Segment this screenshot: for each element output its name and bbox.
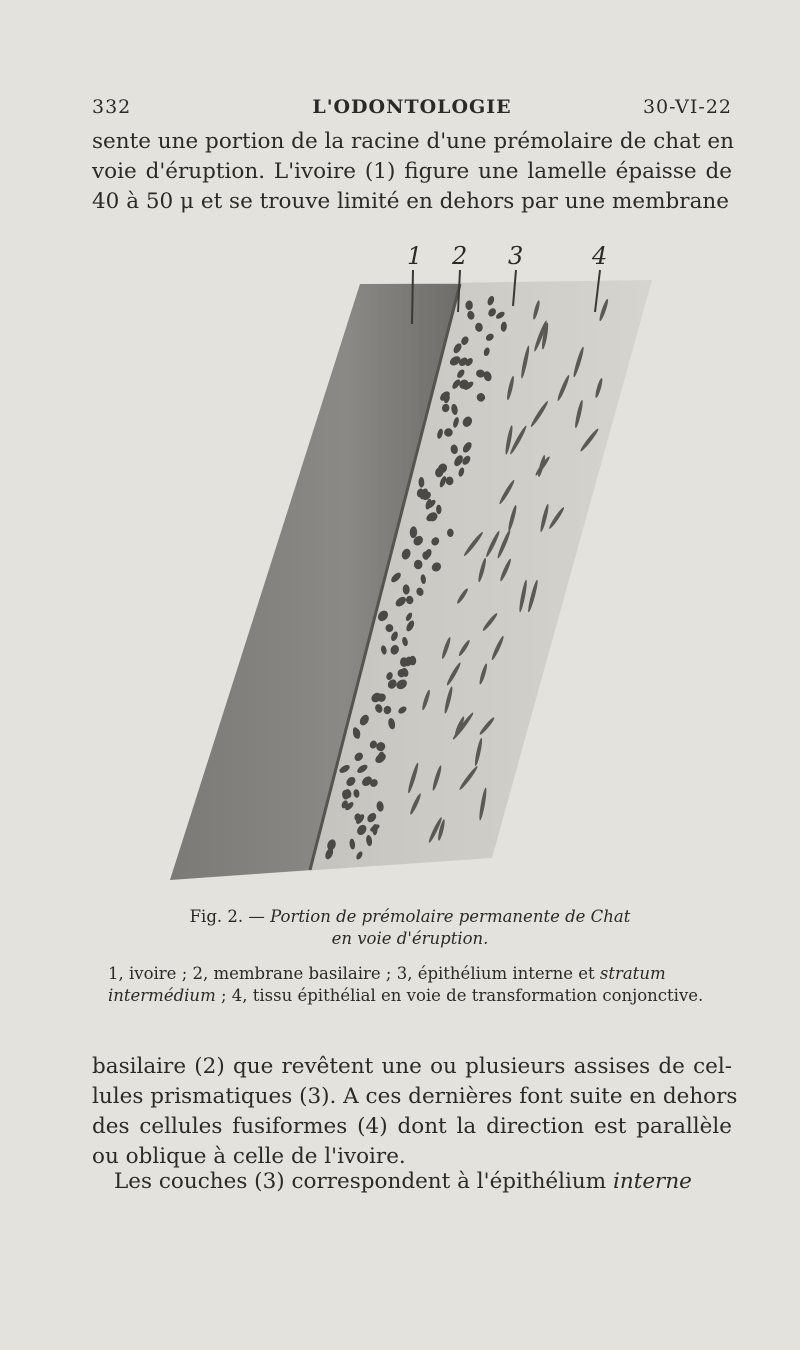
caption-title-line1: Portion de prémolaire permanente de Chat bbox=[270, 907, 631, 926]
paragraph-last-italic: interne bbox=[612, 1169, 692, 1194]
caption-title-line2: en voie d'éruption. bbox=[331, 929, 489, 948]
histology-figure bbox=[160, 240, 660, 890]
text-line: ou oblique à celle de l'ivoire. bbox=[92, 1144, 406, 1169]
text-line: voie d'éruption. L'ivoire (1) figure une lamelle épaisse de bbox=[92, 159, 732, 184]
text-line: 40 à 50 μ et se trouve limité en dehors par une membrane bbox=[92, 189, 729, 214]
paragraph-bottom bbox=[92, 1052, 738, 1172]
text-line: sente une portion de la racine d'une prémolaire de chat en bbox=[92, 129, 734, 154]
paragraph-last-text: Les couches (3) correspondent à l'épithélium bbox=[114, 1169, 613, 1194]
text-line: lules prismatiques (3). A ces dernières font suite en dehors bbox=[92, 1084, 738, 1109]
label-2: 2 bbox=[452, 242, 468, 270]
prismatic-cell bbox=[414, 560, 423, 569]
label-4: 4 bbox=[592, 242, 608, 270]
figure-caption-title bbox=[108, 906, 712, 950]
figure-label: Fig. 2. — bbox=[189, 907, 271, 926]
text-line: basilaire (2) que revêtent une ou plusieurs assises de cel- bbox=[92, 1054, 732, 1079]
legend-part-b: ; 4, tissu épithélial en voie de transformation conjonctive. bbox=[215, 986, 704, 1005]
page-header bbox=[92, 96, 732, 126]
issue-date: 30-VI-22 bbox=[642, 96, 732, 118]
prismatic-cell bbox=[386, 624, 394, 632]
paragraph-top bbox=[92, 127, 732, 217]
text-line: des cellules fusiformes (4) dont la direction est parallèle bbox=[92, 1114, 732, 1139]
legend-italic: stratum intermédium bbox=[108, 964, 666, 1005]
paragraph-last bbox=[92, 1167, 732, 1197]
page-number: 332 bbox=[92, 96, 132, 118]
label-3: 3 bbox=[508, 242, 524, 270]
running-title: L'ODONTOLOGIE bbox=[312, 96, 512, 118]
figure-legend bbox=[108, 963, 712, 1007]
legend-part-a: 1, ivoire ; 2, membrane basilaire ; 3, épithélium interne et bbox=[108, 964, 600, 983]
label-1: 1 bbox=[407, 242, 423, 270]
